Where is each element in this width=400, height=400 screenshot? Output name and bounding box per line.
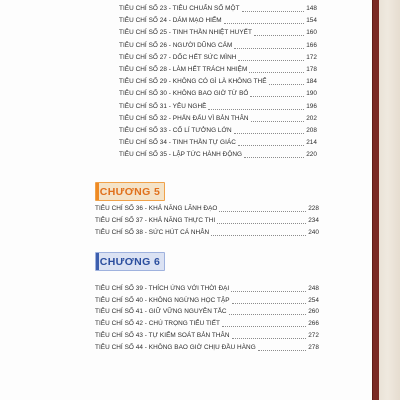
toc-entry[interactable] bbox=[0, 205, 372, 216]
toc-leader-dots bbox=[231, 291, 306, 292]
toc-entry[interactable] bbox=[0, 320, 372, 331]
toc-entry[interactable] bbox=[0, 78, 372, 89]
toc-entry[interactable] bbox=[0, 54, 372, 65]
toc-entry[interactable] bbox=[0, 90, 372, 101]
toc-entry[interactable] bbox=[0, 5, 372, 16]
toc-entry[interactable] bbox=[0, 29, 372, 40]
toc-leader-dots bbox=[217, 223, 306, 224]
toc-entry-title: TIÊU CHÍ SỐ 41 - GIỮ VỮNG NGUYÊN TẮC bbox=[95, 308, 227, 316]
chapter-6-title: CHƯƠNG 6 bbox=[99, 255, 161, 268]
toc-entry-page-number: 154 bbox=[306, 17, 317, 25]
toc-entry-page-number: 190 bbox=[306, 90, 317, 98]
toc-leader-dots bbox=[234, 133, 304, 134]
toc-leader-dots bbox=[250, 96, 304, 97]
toc-entry-title: TIÊU CHÍ SỐ 38 - SỨC HÚT CÁ NHÂN bbox=[95, 229, 210, 237]
toc-entry[interactable] bbox=[0, 42, 372, 53]
toc-entry-page-number: 234 bbox=[308, 217, 319, 225]
toc-entry-page-number: 184 bbox=[306, 78, 317, 86]
toc-entry-title: TIÊU CHÍ SỐ 24 - DÁM MẠO HIỂM bbox=[119, 17, 222, 25]
toc-entry-title: TIÊU CHÍ SỐ 31 - YÊU NGHỀ bbox=[119, 102, 207, 110]
toc-entry-title: TIÊU CHÍ SỐ 37 - KHẢ NĂNG THỰC THI bbox=[95, 217, 216, 225]
chapter-6-accent-bar bbox=[96, 253, 99, 270]
toc-entry-title: TIÊU CHÍ SỐ 43 - TỰ KIỂM SOÁT BẢN THÂN bbox=[95, 331, 230, 339]
toc-entry-page-number: 214 bbox=[306, 139, 317, 147]
chapter-5-accent-bar bbox=[96, 183, 99, 200]
toc-entry-title: TIÊU CHÍ SỐ 34 - TINH THẦN TỰ GIÁC bbox=[119, 139, 236, 147]
toc-leader-dots bbox=[242, 11, 304, 12]
toc-leader-dots bbox=[249, 72, 304, 73]
toc-entry-page-number: 220 bbox=[306, 151, 317, 159]
toc-leader-dots bbox=[244, 157, 304, 158]
toc-leader-dots bbox=[222, 326, 306, 327]
toc-leader-dots bbox=[219, 211, 306, 212]
toc-entry-page-number: 228 bbox=[308, 205, 319, 212]
toc-entry-page-number: 240 bbox=[308, 229, 319, 237]
toc-leader-dots bbox=[229, 314, 306, 315]
toc-entry-title: TIÊU CHÍ SỐ 29 - KHÔNG CÓ GÌ LÀ KHÔNG THỂ bbox=[119, 78, 267, 86]
chapter-6-heading bbox=[95, 252, 165, 271]
toc-entry-page-number: 148 bbox=[306, 5, 317, 12]
toc-entry-title: TIÊU CHÍ SỐ 32 - PHẤN ĐẤU VÌ BẢN THÂN bbox=[119, 114, 249, 122]
toc-entry[interactable] bbox=[0, 308, 372, 319]
toc-entry-page-number: 172 bbox=[306, 53, 317, 61]
toc-entry-title: TIÊU CHÍ SỐ 39 - THÍCH ỨNG VỚI THỜI ĐẠI bbox=[95, 285, 230, 292]
toc-entry-page-number: 266 bbox=[308, 320, 319, 328]
book-cover-edge bbox=[372, 0, 379, 400]
toc-entry-page-number: 248 bbox=[308, 285, 319, 292]
toc-entry[interactable] bbox=[0, 17, 372, 28]
toc-leader-dots bbox=[211, 235, 306, 236]
toc-leader-dots bbox=[232, 338, 306, 339]
toc-entry[interactable] bbox=[0, 139, 372, 150]
toc-entry-title: TIÊU CHÍ SỐ 44 - KHÔNG BAO GIỜ CHỊU ĐẦU HÀNG bbox=[95, 343, 256, 351]
toc-entry-title: TIÊU CHÍ SỐ 40 - KHÔNG NGỪNG HỌC TẬP bbox=[95, 296, 230, 304]
toc-entry-title: TIÊU CHÍ SỐ 27 - DỐC HẾT SỨC MÌNH bbox=[119, 53, 237, 61]
toc-entry-page-number: 208 bbox=[306, 127, 317, 134]
toc-leader-dots bbox=[238, 60, 304, 61]
toc-entry-page-number: 254 bbox=[308, 296, 319, 304]
toc-entry-page-number: 202 bbox=[306, 114, 317, 122]
toc-entry-title: TIÊU CHÍ SỐ 25 - TINH THẦN NHIỆT HUYẾT bbox=[119, 29, 252, 37]
toc-entry-page-number: 272 bbox=[308, 331, 319, 339]
toc-entry-page-number: 160 bbox=[306, 29, 317, 37]
toc-entry[interactable] bbox=[0, 151, 372, 162]
toc-leader-dots bbox=[208, 109, 304, 110]
toc-entry-page-number: 178 bbox=[306, 66, 317, 73]
toc-entry-page-number: 260 bbox=[308, 308, 319, 316]
toc-entry[interactable] bbox=[0, 127, 372, 138]
toc-entry[interactable] bbox=[0, 297, 372, 308]
toc-entry[interactable] bbox=[0, 344, 372, 355]
toc-entry-title: TIÊU CHÍ SỐ 26 - NGƯỜI DŨNG CẢM bbox=[119, 41, 233, 49]
toc-entry-title: TIÊU CHÍ SỐ 36 - KHẢ NĂNG LÃNH ĐẠO bbox=[95, 205, 218, 212]
toc-entry-title: TIÊU CHÍ SỐ 28 - LÀM HẾT TRÁCH NHIỆM bbox=[119, 66, 248, 73]
background-paper bbox=[379, 0, 400, 400]
toc-entry-title: TIÊU CHÍ SỐ 42 - CHÚ TRỌNG TIỂU TIẾT bbox=[95, 320, 221, 328]
toc-entry-page-number: 166 bbox=[306, 41, 317, 49]
toc-entry-title: TIÊU CHÍ SỐ 33 - CỐ LÍ TƯỞNG LỚN bbox=[119, 127, 232, 134]
toc-entry-title: TIÊU CHÍ SỐ 23 - TIÊU CHUẨN SỐ MỘT bbox=[119, 5, 240, 12]
toc-leader-dots bbox=[232, 303, 306, 304]
toc-entry[interactable] bbox=[0, 103, 372, 114]
toc-entry[interactable] bbox=[0, 115, 372, 126]
chapter-5-heading bbox=[95, 182, 165, 201]
toc-entry[interactable] bbox=[0, 285, 372, 296]
toc-leader-dots bbox=[224, 23, 304, 24]
toc-entry-page-number: 196 bbox=[306, 102, 317, 110]
toc-leader-dots bbox=[238, 145, 304, 146]
toc-entry-title: TIÊU CHÍ SỐ 30 - KHÔNG BAO GIỜ TỪ BỎ bbox=[119, 90, 249, 98]
toc-entry[interactable] bbox=[0, 332, 372, 343]
toc-entry[interactable] bbox=[0, 217, 372, 228]
toc-leader-dots bbox=[251, 121, 304, 122]
toc-entry-title: TIÊU CHÍ SỐ 35 - LẬP TỨC HÀNH ĐỘNG bbox=[119, 151, 243, 159]
toc-entry[interactable] bbox=[0, 229, 372, 240]
chapter-5-title: CHƯƠNG 5 bbox=[99, 185, 161, 198]
toc-entry-page-number: 278 bbox=[308, 343, 319, 351]
toc-leader-dots bbox=[234, 48, 304, 49]
toc-entry[interactable] bbox=[0, 66, 372, 77]
